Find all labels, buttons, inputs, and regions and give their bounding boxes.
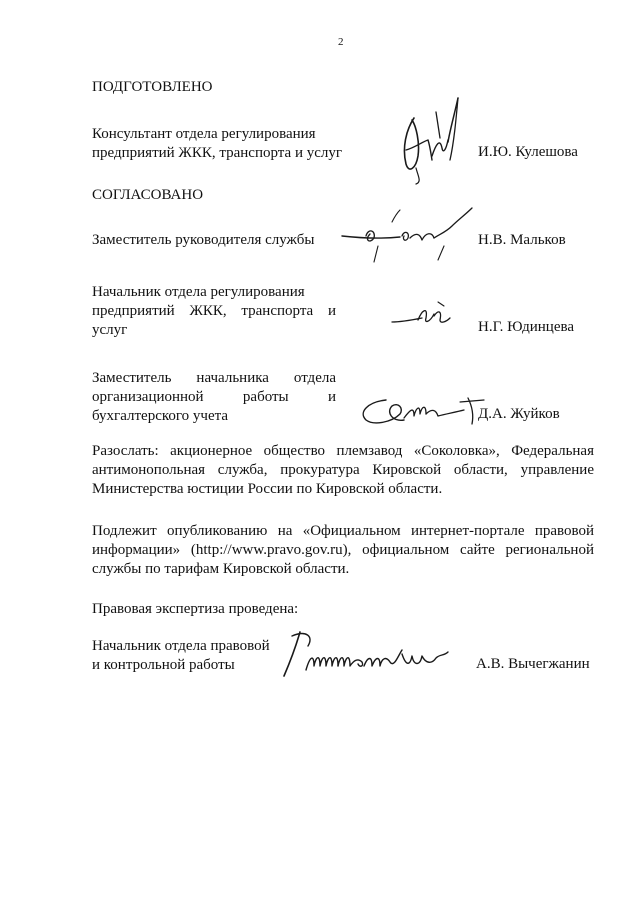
agreed-name-3: Д.А. Жуйков (478, 406, 560, 422)
agreed-name-2: Н.Г. Юдинцева (478, 319, 575, 335)
publication-text (92, 522, 594, 579)
agreed-position-3 (92, 369, 336, 426)
agreed-heading: СОГЛАСОВАНО (92, 187, 204, 203)
legal-review-position-line-1: Начальник отдела правовой (92, 638, 270, 654)
legal-review-name: А.В. Вычегжанин (476, 656, 590, 672)
distribution-line-2: антимонопольная служба, прокуратура Кировской области, управление (92, 462, 594, 478)
agreed-position-3-line-1: Заместитель начальника отдела (92, 370, 336, 386)
legal-review-statement: Правовая экспертиза проведена: (92, 601, 299, 617)
agreed-position-1-line-1: Заместитель руководителя службы (92, 232, 315, 248)
publication-line-3: службы по тарифам Кировской области. (92, 561, 350, 577)
prepared-name: И.Ю. Кулешова (478, 144, 578, 160)
agreed-position-2 (92, 283, 336, 340)
distribution-line-1: Разослать: акционерное общество племзавод «Соколовка», Федеральная (92, 443, 594, 459)
signature-yudintseva (388, 300, 468, 340)
page-number: 2 (338, 36, 344, 48)
distribution-line-3: Министерства юстиции России по Кировской области. (92, 481, 443, 497)
agreed-position-2-line-3: услуг (92, 322, 128, 338)
publication-line-1: Подлежит опубликованию на «Официальном интернет-портале правовой (92, 523, 594, 539)
agreed-position-2-line-1: Начальник отдела регулирования (92, 284, 305, 300)
prepared-position-line-1: Консультант отдела регулирования (92, 126, 316, 142)
agreed-position-3-line-3: бухгалтерского учета (92, 408, 229, 424)
agreed-position-1 (92, 231, 342, 250)
prepared-heading: ПОДГОТОВЛЕНО (92, 79, 213, 95)
agreed-position-3-line-2: организационной работы и (92, 389, 336, 405)
agreed-name-1: Н.В. Мальков (478, 232, 566, 248)
signature-vychegzhanin (278, 626, 468, 682)
signature-zhuykov (356, 392, 492, 432)
prepared-position (92, 125, 342, 163)
signature-malkov (340, 196, 480, 268)
signature-kuleshova (376, 90, 476, 190)
legal-review-position-line-2: и контрольной работы (92, 657, 235, 673)
legal-review-position (92, 637, 292, 675)
agreed-position-2-line-2: предприятий ЖКК, транспорта и (92, 303, 336, 319)
prepared-position-line-2: предприятий ЖКК, транспорта и услуг (92, 145, 343, 161)
publication-line-2: информации» (http://www.pravo.gov.ru), официальном сайте региональной (92, 542, 594, 558)
distribution-text (92, 442, 594, 499)
